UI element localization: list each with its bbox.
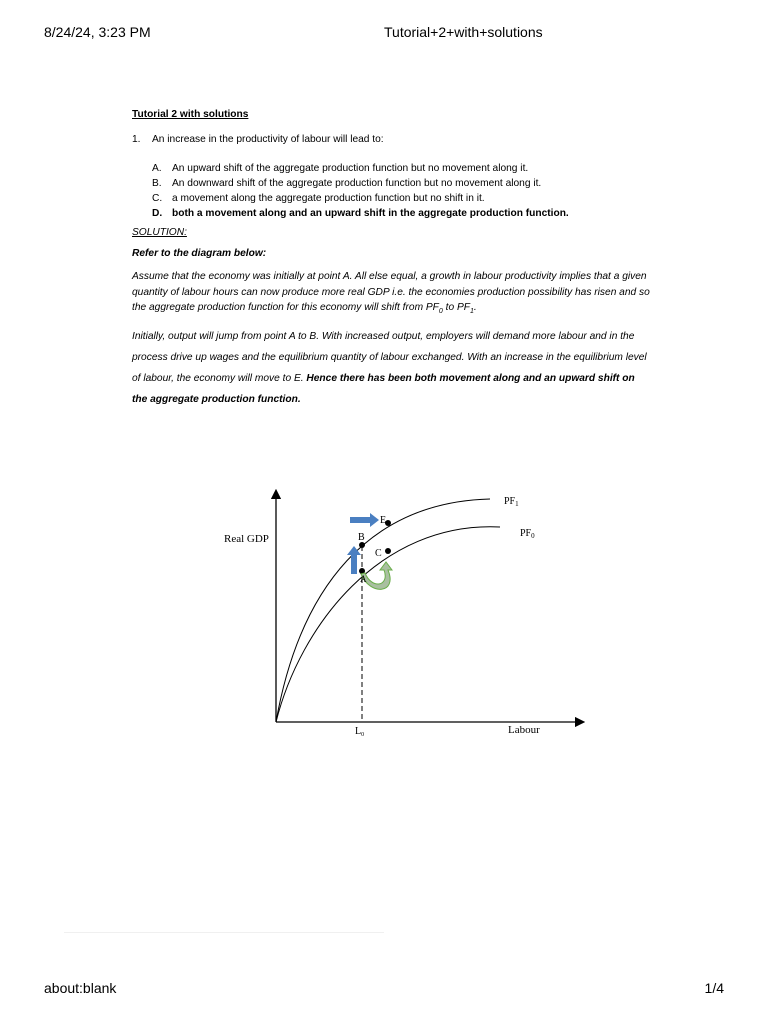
arrow-up-icon <box>347 546 361 574</box>
option-text: a movement along the aggregate production function but no shift in it. <box>172 193 485 204</box>
x-axis-label: Labour <box>508 724 540 736</box>
label-subscript: 0 <box>531 532 535 540</box>
paragraph-bold-text: Hence there has been both movement along and an upward shift on the aggregate production function. <box>132 372 635 405</box>
label-point-c: C <box>375 548 382 559</box>
paragraph-text: Assume that the economy was initially at point A. All else equal, a growth in labour productivity implies that a given quantity of labour hours can now produce more real GDP i.e. the economies production possibility has risen and so the aggregate production function for this economy will shift from PF <box>132 271 650 313</box>
label-point-e: E <box>380 515 387 526</box>
option-letter: A. <box>152 163 162 174</box>
option-text: An downward shift of the aggregate production function but no movement along it. <box>172 178 542 189</box>
subscript: 0 <box>438 308 443 316</box>
refer-text: Refer to the diagram below: <box>132 248 267 259</box>
label-text: PF <box>504 496 516 507</box>
option-text: both a movement along and an upward shift in the aggregate production function. <box>172 208 569 219</box>
solution-paragraph-2 <box>132 326 652 410</box>
label-pf1 <box>504 496 519 508</box>
label-text: L <box>355 726 362 737</box>
paragraph-text: to PF <box>442 302 471 313</box>
document-title: Tutorial 2 with solutions <box>132 109 249 120</box>
print-doc-title: Tutorial+2+with+solutions <box>384 24 543 40</box>
label-point-a: A <box>360 574 367 584</box>
label-l0 <box>355 726 364 738</box>
y-axis-label: Real GDP <box>224 533 269 545</box>
print-datetime: 8/24/24, 3:23 PM <box>44 24 151 40</box>
label-point-b: B <box>358 532 365 543</box>
option-letter: B. <box>152 178 162 189</box>
question-number: 1. <box>132 134 141 145</box>
solution-label: SOLUTION: <box>132 227 187 238</box>
print-url: about:blank <box>44 980 117 996</box>
label-pf0 <box>520 528 535 540</box>
option-a <box>152 161 652 176</box>
option-text: An upward shift of the aggregate production function but no movement along it. <box>172 163 529 174</box>
question-1 <box>132 132 652 147</box>
arrow-right-icon <box>350 513 379 527</box>
option-d-correct <box>152 206 652 221</box>
print-page-number: 1/4 <box>704 980 724 996</box>
label-subscript: 0 <box>361 732 365 738</box>
point-c-dot <box>385 548 391 554</box>
print-header <box>44 24 724 44</box>
option-b <box>152 176 652 191</box>
paragraph-text: . <box>473 302 477 313</box>
print-footer <box>44 980 724 1000</box>
question-text: An increase in the productivity of labour will lead to: <box>152 134 384 145</box>
document-body <box>132 107 652 410</box>
curve-pf1 <box>276 499 490 722</box>
option-letter: D. <box>152 208 163 219</box>
solution-paragraph-1 <box>132 269 652 320</box>
paragraph-text: Initially, output will jump from point A to B. With increased output, employers will demand more labour and in the process drive up wages and the equilibrium quantity of labour exchanged. With an increase in the equilibrium level of labour, the economy will move to E. <box>132 330 647 384</box>
subscript: 1 <box>470 308 474 316</box>
label-subscript: 1 <box>515 500 519 508</box>
option-c <box>152 191 652 206</box>
option-letter: C. <box>152 193 163 204</box>
faint-divider <box>64 932 384 933</box>
label-text: PF <box>520 528 532 539</box>
answer-options <box>152 161 652 221</box>
curve-pf0 <box>276 527 500 722</box>
production-function-diagram <box>220 486 590 746</box>
